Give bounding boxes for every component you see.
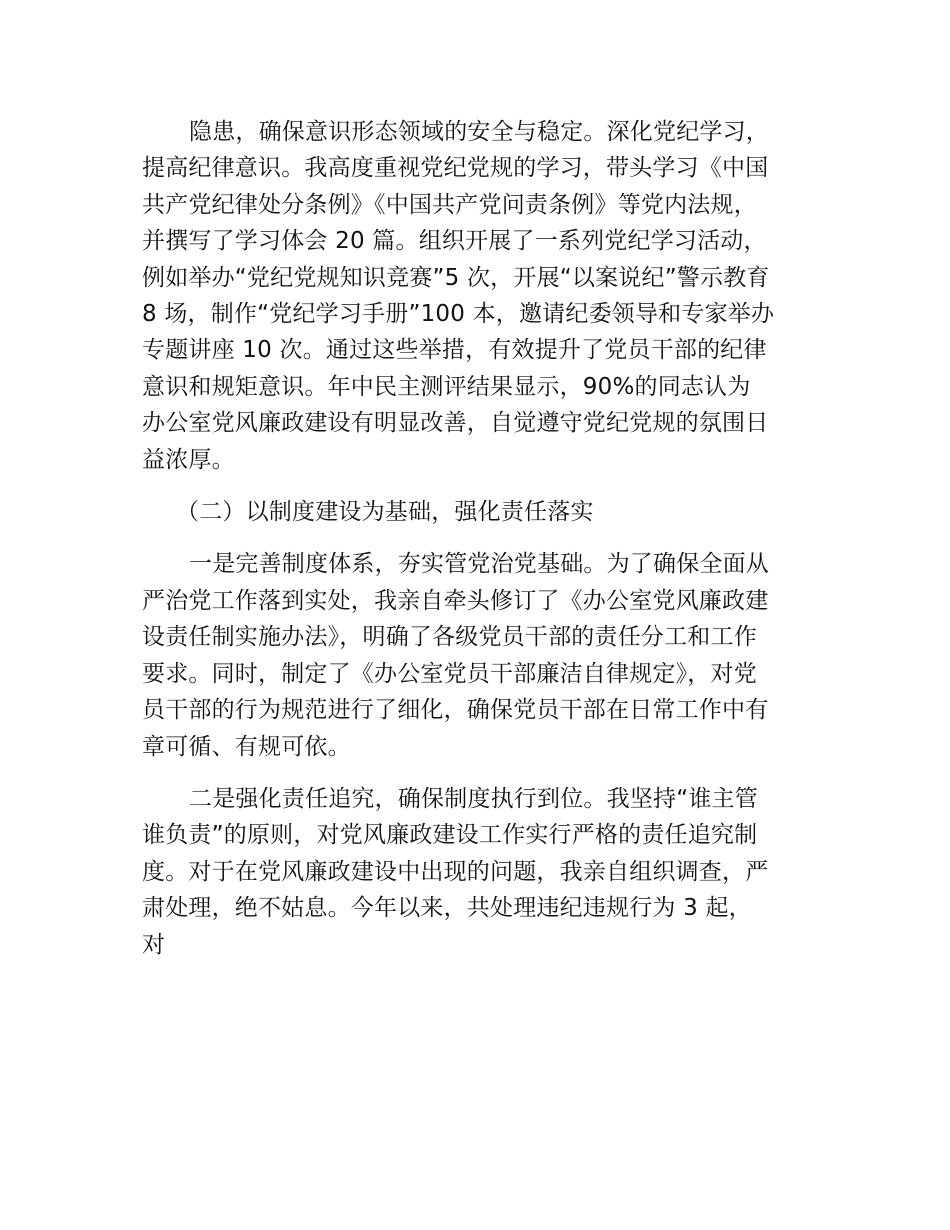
text-line: 章可循、有规可依。 xyxy=(142,733,351,760)
paragraph-spacer xyxy=(142,530,810,546)
text-line: 专题讲座 10 次。通过这些举措，有效提升了党员干部的纪律 xyxy=(142,337,767,364)
text-line: 益浓厚。 xyxy=(142,446,235,473)
paragraph-accountability xyxy=(142,781,810,963)
document-page xyxy=(142,114,810,963)
text-line: 要求。同时，制定了《办公室党员干部廉洁自律规定》，对党 xyxy=(142,660,757,687)
text-line: 并撰写了学习体会 20 篇。组织开展了一系列党纪学习活动， xyxy=(142,228,767,255)
section-heading-text: （二）以制度建设为基础，强化责任落实 xyxy=(176,499,594,526)
paragraph-spacer xyxy=(142,478,810,494)
paragraph-ideology-discipline xyxy=(142,114,810,478)
text-line: 例如举办“党纪党规知识竞赛”5 次，开展“以案说纪”警示教育 xyxy=(142,264,770,291)
text-line: 谁负责”的原则，对党风廉政建设工作实行严格的责任追究制 xyxy=(142,822,758,849)
text-line: 隐患，确保意识形态领域的安全与稳定。深化党纪学习， xyxy=(189,119,769,145)
text-line: 提高纪律意识。我高度重视党纪党规的学习，带头学习《中国 xyxy=(142,155,769,182)
paragraph-system-building xyxy=(142,546,810,764)
text-line: 对 xyxy=(142,931,166,958)
text-line: 度。对于在党风廉政建设中出现的问题，我亲自组织调查，严 xyxy=(142,858,769,885)
text-line: 员干部的行为规范进行了细化，确保党员干部在日常工作中有 xyxy=(142,697,769,724)
text-line: 意识和规矩意识。年中民主测评结果显示，90%的同志认为 xyxy=(142,373,751,400)
text-line: 8 场，制作“党纪学习手册”100 本，邀请纪委领导和专家举办 xyxy=(142,301,775,328)
text-line: 二是强化责任追究，确保制度执行到位。我坚持“谁主管 xyxy=(189,785,758,812)
text-line: 办公室党风廉政建设有明显改善，自觉遵守党纪党规的氛围日 xyxy=(142,410,769,437)
text-line: 严治党工作落到实处，我亲自牵头修订了《办公室党风廉政建 xyxy=(142,587,769,614)
text-line: 肃处理，绝不姑息。今年以来，共处理违纪违规行为 3 起， xyxy=(142,895,752,922)
section-heading xyxy=(142,494,810,530)
text-line: 一是完善制度体系，夯实管党治党基础。为了确保全面从 xyxy=(189,551,769,578)
paragraph-spacer xyxy=(142,765,810,781)
text-line: 共产党纪律处分条例》《中国共产党问责条例》等党内法规， xyxy=(142,191,757,218)
text-line: 设责任制实施办法》，明确了各级党员干部的责任分工和工作 xyxy=(142,624,757,651)
